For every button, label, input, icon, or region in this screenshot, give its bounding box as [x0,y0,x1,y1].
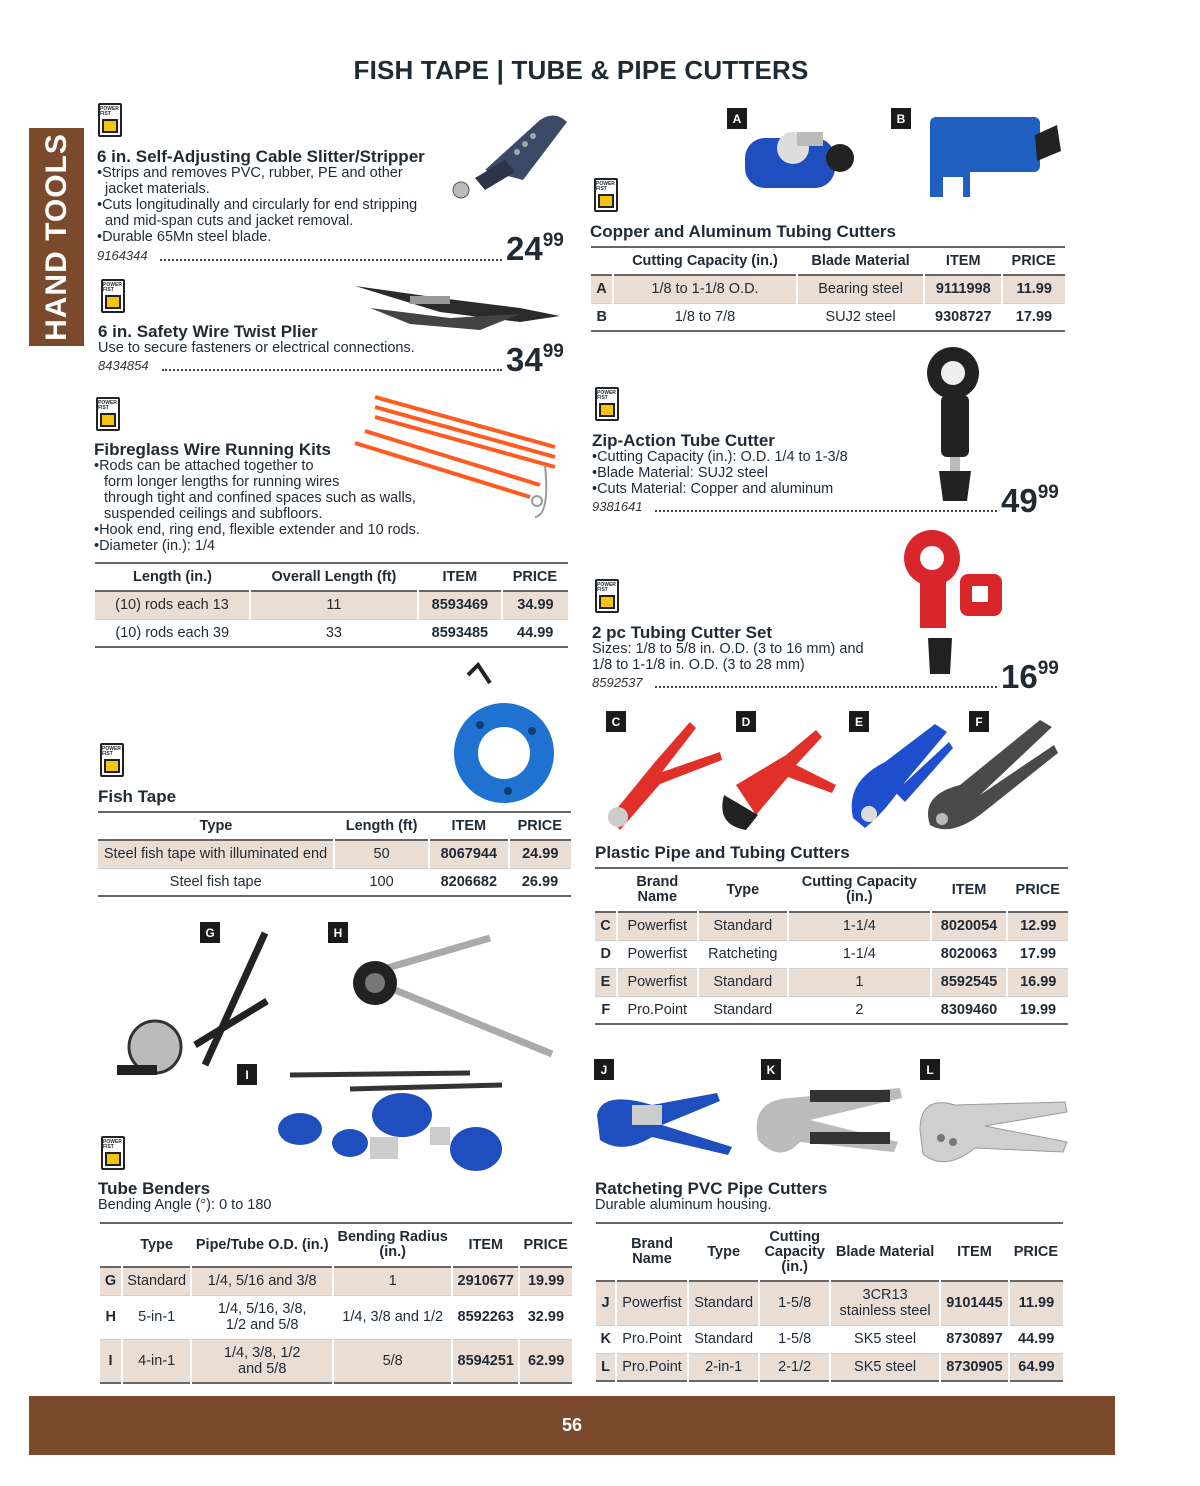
copper-cutters-name: Copper and Aluminum Tubing Cutters [590,222,896,241]
label-badge: L [920,1059,940,1080]
col-header: ITEM [951,881,987,898]
table-row: G Standard 1/4, 5/16 and 3/8 1 2910677 19.99 [100,1267,572,1295]
wire-plier-name: 6 in. Safety Wire Twist Plier [98,322,318,341]
table-row: (10) rods each 39 33 8593485 44.99 [95,619,568,647]
tubing-set-price: $16^{99}$ [1001,658,1059,695]
col-header: PRICE [523,1236,568,1253]
cutter-b-image [925,105,1065,205]
table-row: H 5-in-1 1/4, 5/16, 3/8, 1/2 and 5/8 1/4, 3/8 and 1/2 8592263 32.99 [100,1295,572,1339]
label-badge: K [761,1059,781,1080]
cable-slitter-bullet: •Cuts longitudinally and circularly for end stripping [97,197,418,213]
col-header: Type [707,1243,741,1260]
power-fist-logo: POWER FIST [101,279,125,313]
page-footer [29,1396,1115,1455]
col-header: Type [140,1236,174,1253]
power-fist-logo: POWER FIST [96,397,120,431]
power-fist-logo: POWER FIST [100,743,124,777]
cable-slitter-sku: 9164344 [97,248,148,263]
table-row: Steel fish tape 100 8206682 26.99 [98,868,571,896]
cable-slitter-price: $24^{99}$ [506,230,564,267]
leader-dots [160,259,502,261]
col-header: ITEM [957,1243,992,1260]
zip-cutter-bullet: •Cuts Material: Copper and aluminum [592,481,834,497]
col-header: Overall Length (ft) [271,568,397,585]
tubing-set-desc: 1/8 to 1-1/8 in. O.D. (3 to 28 mm) [592,657,805,673]
wire-kits-bullet: •Hook end, ring end, flexible extender and 10 rods. [94,522,420,538]
wire-rods-image [345,385,570,525]
col-header: Pipe/Tube O.D. (in.) [195,1236,329,1253]
col-header: PRICE [1013,1243,1059,1260]
fish-tape-image [450,665,560,805]
cutter-j-image [592,1085,747,1165]
table-row: F Pro.Point Standard 2 8309460 19.99 [595,996,1068,1024]
label-badge: H [328,922,348,943]
tube-benders-desc: Bending Angle (°): 0 to 180 [98,1197,272,1213]
col-header: PRICE [1015,881,1060,898]
table-row: I 4-in-1 1/4, 3/8, 1/2 and 5/8 5/8 8594251 62.99 [100,1339,572,1383]
col-header: PRICE [1011,252,1056,269]
plastic-cutters-table [595,867,1068,1025]
power-fist-logo: POWER FIST [98,103,122,137]
table-row: C Powerfist Standard 1-1/4 8020054 12.99 [595,912,1068,940]
cutter-l-image [915,1090,1075,1175]
col-header: Bending Radius (in.) [337,1229,448,1260]
wire-kits-table [95,562,568,648]
bender-h-image [330,928,560,1063]
col-header: Type [726,881,760,898]
wire-kits-bullet: •Diameter (in.): 1/4 [94,538,216,554]
wire-kits-bullet: form longer lengths for running wires [104,474,340,490]
label-badge: F [969,711,989,732]
col-header: PRICE [512,568,558,585]
label-badge: E [849,711,869,732]
wire-kits-bullet: suspended ceilings and subfloors. [104,506,323,522]
wire-kits-name: Fibreglass Wire Running Kits [94,440,331,459]
wire-plier-image [350,278,570,348]
col-header: Blade Material [811,252,910,269]
tubing-set-sku: 8592537 [592,675,643,690]
bender-i-image [270,1065,510,1175]
table-row: A 1/8 to 1-1/8 O.D. Bearing steel 9111998 11.99 [591,275,1065,303]
col-header: Cutting Capacity (in.) [764,1228,825,1275]
table-row: K Pro.Point Standard 1-5/8 SK5 steel 8730897 44.99 [596,1325,1063,1353]
col-header: Cutting Capacity (in.) [632,252,778,269]
zip-cutter-bullet: •Blade Material: SUJ2 steel [592,465,768,481]
wire-plier-sku: 8434854 [98,358,149,373]
col-header: ITEM [945,252,981,269]
pvc-cutters-desc: Durable aluminum housing. [595,1197,772,1213]
label-badge: I [237,1064,257,1085]
zip-cutter-name: Zip-Action Tube Cutter [592,431,775,450]
wire-plier-desc: Use to secure fasteners or electrical connections. [98,340,415,356]
cable-slitter-bullet: and mid-span cuts and jacket removal. [105,213,354,229]
label-badge: D [736,711,756,732]
table-row: Steel fish tape with illuminated end 50 8067944 24.99 [98,840,571,868]
tubing-set-desc: Sizes: 1/8 to 5/8 in. O.D. (3 to 16 mm) and [592,641,864,657]
wire-plier-price: $34^{99}$ [506,341,564,378]
zip-cutter-sku: 9381641 [592,499,643,514]
cable-slitter-name: 6 in. Self-Adjusting Cable Slitter/Stripper [97,147,425,166]
table-row: D Powerfist Ratcheting 1-1/4 8020063 17.99 [595,940,1068,968]
leader-dots [655,510,997,512]
tubing-set-image [900,528,1010,678]
col-header: Type [199,817,233,834]
label-badge: J [594,1059,614,1080]
cable-slitter-image [445,110,575,220]
leader-dots [162,369,502,371]
table-row: L Pro.Point 2-in-1 2-1/2 SK5 steel 8730905 64.99 [596,1353,1063,1381]
label-badge: B [891,108,911,129]
col-header: Brand Name [636,874,679,905]
cable-slitter-bullet: jacket materials. [105,181,210,197]
col-header: ITEM [468,1236,504,1253]
cutter-a-image [735,108,860,208]
table-row: E Powerfist Standard 1 8592545 16.99 [595,968,1068,996]
wire-kits-bullet: through tight and confined spaces such as walls, [104,490,416,506]
plastic-cutters-name: Plastic Pipe and Tubing Cutters [595,843,850,862]
col-header: PRICE [517,817,562,834]
label-badge: G [200,922,220,943]
col-header: Length (ft) [345,817,418,834]
page-number: 56 [561,1415,583,1435]
col-header: ITEM [442,568,478,585]
cutter-k-image [750,1080,910,1165]
label-badge: C [606,711,626,732]
bender-g-image [105,925,275,1095]
fish-tape-name: Fish Tape [98,787,177,806]
tube-benders-name: Tube Benders [98,1179,211,1198]
zip-cutter-bullet: •Cutting Capacity (in.): O.D. 1/4 to 1-3/8 [592,449,848,465]
copper-cutters-table [591,246,1065,332]
table-row: (10) rods each 13 11 8593469 34.99 [95,591,568,619]
section-tab [29,128,84,346]
label-badge: A [727,108,747,129]
section-tab-label: HAND TOOLS [39,133,73,341]
col-header: Blade Material [835,1243,935,1260]
power-fist-logo: POWER FIST [595,579,619,613]
table-row: J Powerfist Standard 1-5/8 3CR13 stainless steel 9101445 11.99 [596,1281,1063,1325]
col-header: Cutting Capacity (in.) [801,874,917,905]
table-row: B 1/8 to 7/8 SUJ2 steel 9308727 17.99 [591,303,1065,331]
cutter-c-image [600,712,725,837]
power-fist-logo: POWER FIST [595,387,619,421]
cable-slitter-bullet: •Durable 65Mn steel blade. [97,229,272,245]
tube-benders-table [100,1222,572,1384]
col-header: Brand Name [631,1236,673,1267]
col-header: ITEM [451,817,487,834]
fish-tape-table [98,811,571,897]
tubing-set-name: 2 pc Tubing Cutter Set [592,623,773,642]
cutter-f-image [920,715,1060,840]
pvc-cutters-name: Ratcheting PVC Pipe Cutters [595,1179,828,1198]
zip-cutter-price: $49^{99}$ [1001,482,1059,519]
zip-cutter-image [915,345,985,505]
wire-kits-bullet: •Rods can be attached together to [94,458,314,474]
pvc-cutters-table [596,1222,1063,1382]
cable-slitter-bullet: •Strips and removes PVC, rubber, PE and other [97,165,403,181]
power-fist-logo: POWER FIST [101,1136,125,1170]
col-header: Length (in.) [133,568,212,585]
leader-dots [655,686,997,688]
page-title: FISH TAPE | TUBE & PIPE CUTTERS [353,55,809,85]
cutter-d-image [716,725,841,835]
power-fist-logo: POWER FIST [594,178,618,212]
